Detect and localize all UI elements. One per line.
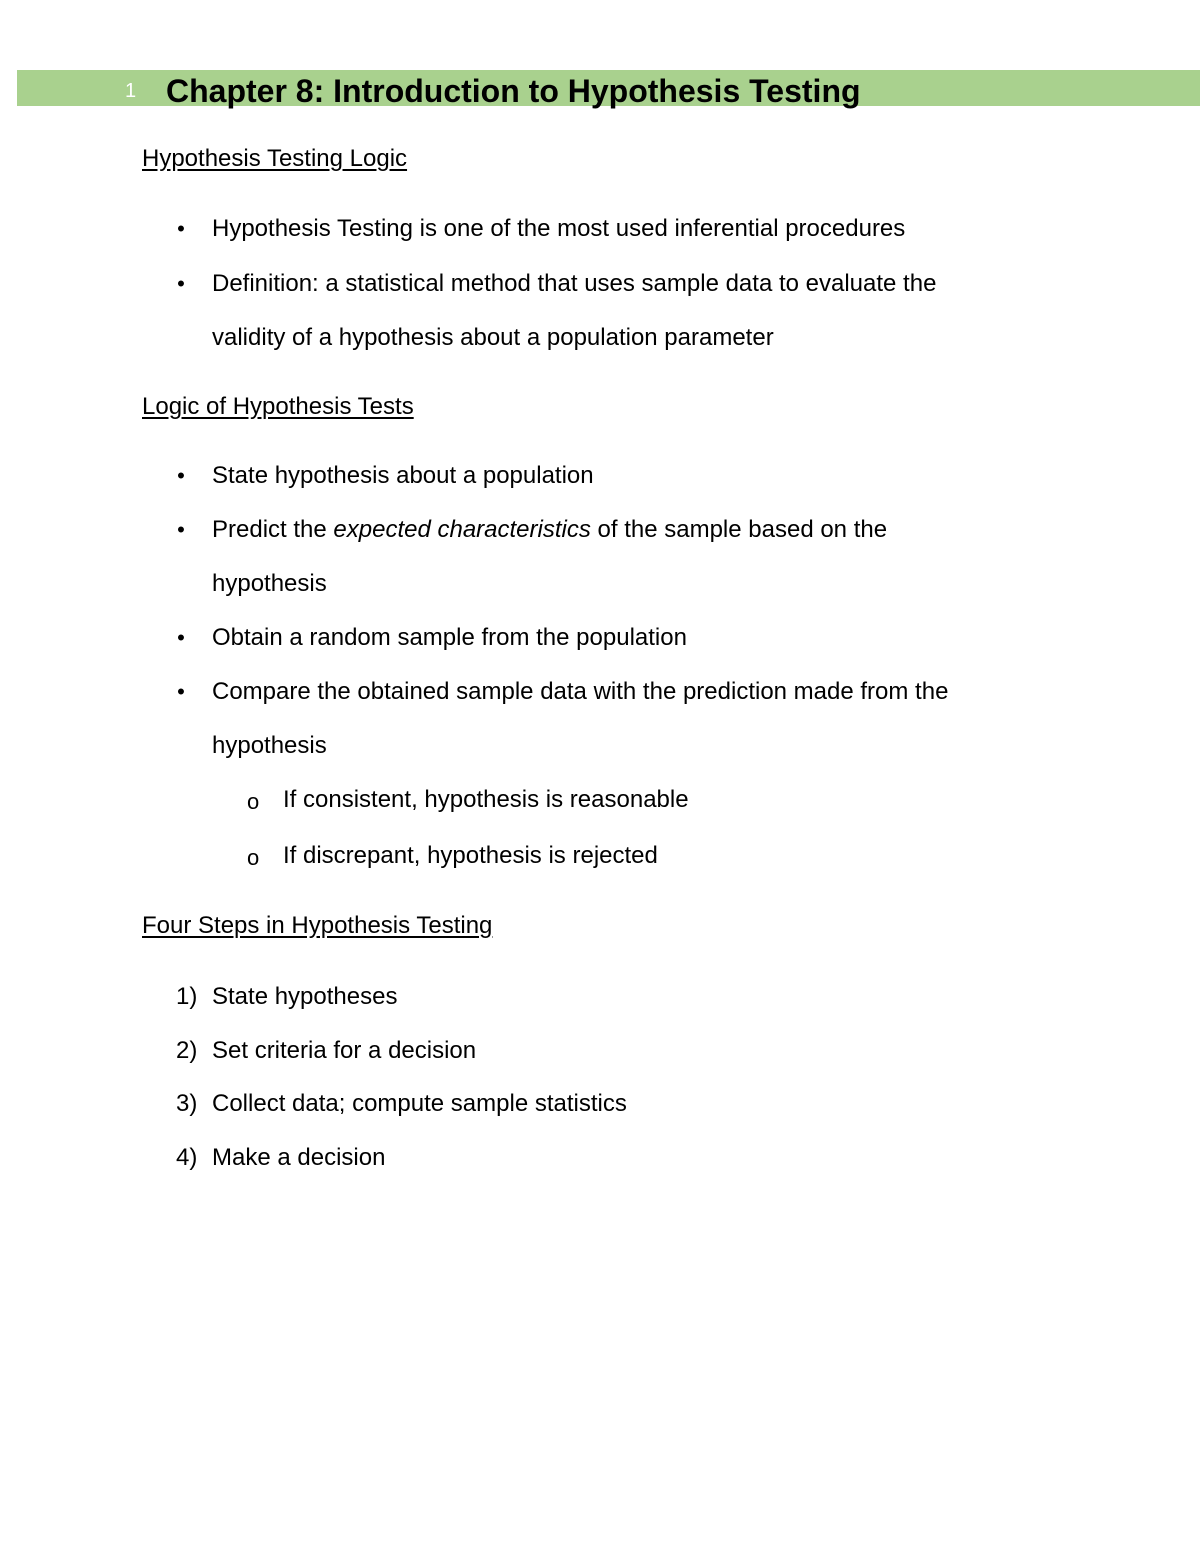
section-heading-logic-of-tests: Logic of Hypothesis Tests xyxy=(142,393,414,420)
chapter-title: Chapter 8: Introduction to Hypothesis Testing xyxy=(166,73,861,109)
sub-bullet-text: If discrepant, hypothesis is rejected xyxy=(283,842,658,869)
bullet-text: Hypothesis Testing is one of the most used inferential procedures xyxy=(212,215,906,242)
heading-number: 1 xyxy=(125,80,137,102)
bullet-text: Compare the obtained sample data with the prediction made from the xyxy=(212,678,949,705)
sub-bullet-text: If consistent, hypothesis is reasonable xyxy=(283,786,689,813)
bullet-icon: • xyxy=(177,625,185,650)
bullet-icon: • xyxy=(177,271,185,296)
bullet-text-continued: hypothesis xyxy=(212,732,327,759)
step-number: 2) xyxy=(176,1037,198,1064)
emphasized-term: expected characteristics xyxy=(333,516,591,543)
bullet-text: Obtain a random sample from the population xyxy=(212,624,687,651)
step-number: 3) xyxy=(176,1090,198,1117)
bullet-icon: • xyxy=(177,463,185,488)
step-number: 1) xyxy=(176,983,198,1010)
step-number: 4) xyxy=(176,1144,198,1171)
step-text: Collect data; compute sample statistics xyxy=(212,1090,627,1117)
bullet-text: State hypothesis about a population xyxy=(212,462,594,489)
bullet-icon: • xyxy=(177,216,185,241)
bullet-text-continued: hypothesis xyxy=(212,570,327,597)
bullet-text-pre: Predict the xyxy=(212,516,334,543)
step-text: Set criteria for a decision xyxy=(212,1037,477,1064)
sub-bullet-icon: o xyxy=(247,789,260,814)
bullet-icon: • xyxy=(177,679,185,704)
bullet-text xyxy=(212,515,887,545)
sub-bullet-icon: o xyxy=(247,845,260,870)
bullet-text-continued: validity of a hypothesis about a population parameter xyxy=(212,324,774,351)
section-heading-testing-logic: Hypothesis Testing Logic xyxy=(142,145,408,172)
step-text: Make a decision xyxy=(212,1144,386,1171)
section-heading-four-steps: Four Steps in Hypothesis Testing xyxy=(142,912,493,939)
bullet-icon: • xyxy=(177,517,185,542)
step-text: State hypotheses xyxy=(212,983,398,1010)
bullet-text-post: of the sample based on the xyxy=(590,516,888,543)
bullet-text: Definition: a statistical method that uses sample data to evaluate the xyxy=(212,270,937,297)
